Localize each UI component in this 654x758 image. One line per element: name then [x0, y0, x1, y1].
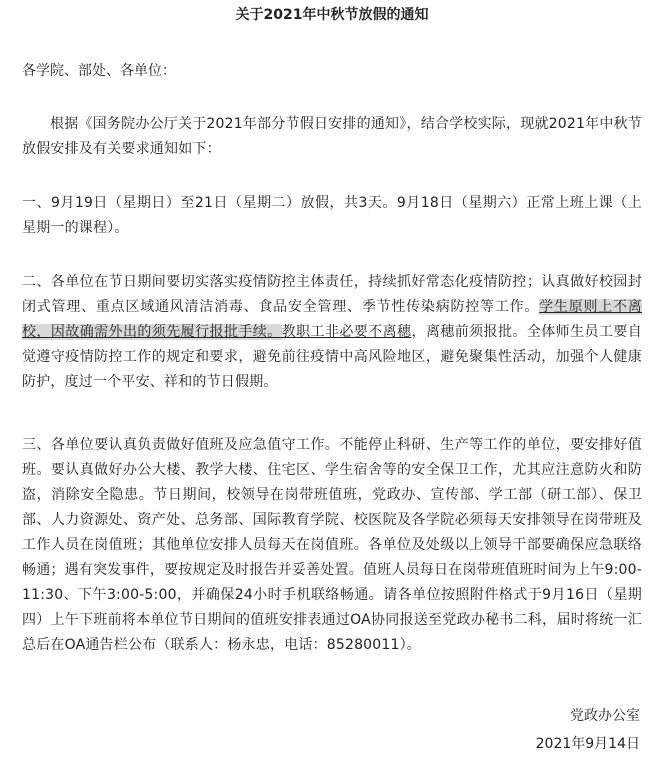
item-2-paragraph — [22, 270, 642, 395]
item-1-paragraph: 一、9月19日（星期日）至21日（星期二）放假，共3天。9月18日（星期六）正常上班上课（上星期一的课程）。 — [22, 195, 642, 236]
salutation: 各学院、部处、各单位： — [22, 63, 176, 79]
signature-date: 2021年9月14日 — [535, 736, 640, 752]
signature-org: 党政办公室 — [570, 708, 640, 724]
item-2-highlight: 学生原则上不离校，因故确需外出的须先履行报批手续。 — [22, 299, 642, 340]
item-2-text-a: 二、各单位在节日期间要切实落实疫情防控主体责任，持续抓好常态化疫情防控；认真做好校园封闭式管理、重点区域通风清洁消毒、食品安全管理、季节性传染病防控等工作。 — [22, 274, 642, 315]
intro-paragraph: 根据《国务院办公厅关于2021年部分节假日安排的通知》，结合学校实际，现就2021年中秋节放假安排及有关要求通知如下： — [22, 116, 642, 157]
item-2-text-b: ，离穗前须报批。全体师生员工要自觉遵守疫情防控工作的规定和要求，避免前往疫情中高风险地区，避免聚集性活动，加强个人健康防护，度过一个平安、祥和的节日假期。 — [22, 324, 642, 390]
item-3-paragraph: 三、各单位要认真负责做好值班及应急值守工作。不能停止科研、生产等工作的单位，要安排好值班。要认真做好办公大楼、教学大楼、住宅区、学生宿舍等的安全保卫工作，尤其应注意防火和防盗，消除安全隐患。节日期间，校领导在岗带班值班，党政办、宣传部、学工部（研工部）、保卫部、人力资源处、资产处、总务部、国际教育学院、校医院及各学院必须每天安排领导在岗带班及工作人员在岗值班；其他单位安排人员每天在岗值班。各单位及处级以上领导干部要确保应急联络畅通；遇有突发事件，要按规定及时报告并妥善处置。值班人员每日在岗带班值班时间为上午9:00-11:30、下午3:00-5:00，并确保24小时手机联络畅通。请各单位按照附件格式于9月16日（星期四）上午下班前将本单位节日期间的值班安排表通过OA协同报送至党政办秘书二科，届时将统一汇总后在OA通告栏公布（联系人：杨永忠，电话：85280011）。 — [22, 437, 642, 653]
document-title: 关于2021年中秋节放假的通知 — [235, 7, 429, 23]
item-2-underline: 教职工非必要不离穗 — [281, 324, 412, 340]
